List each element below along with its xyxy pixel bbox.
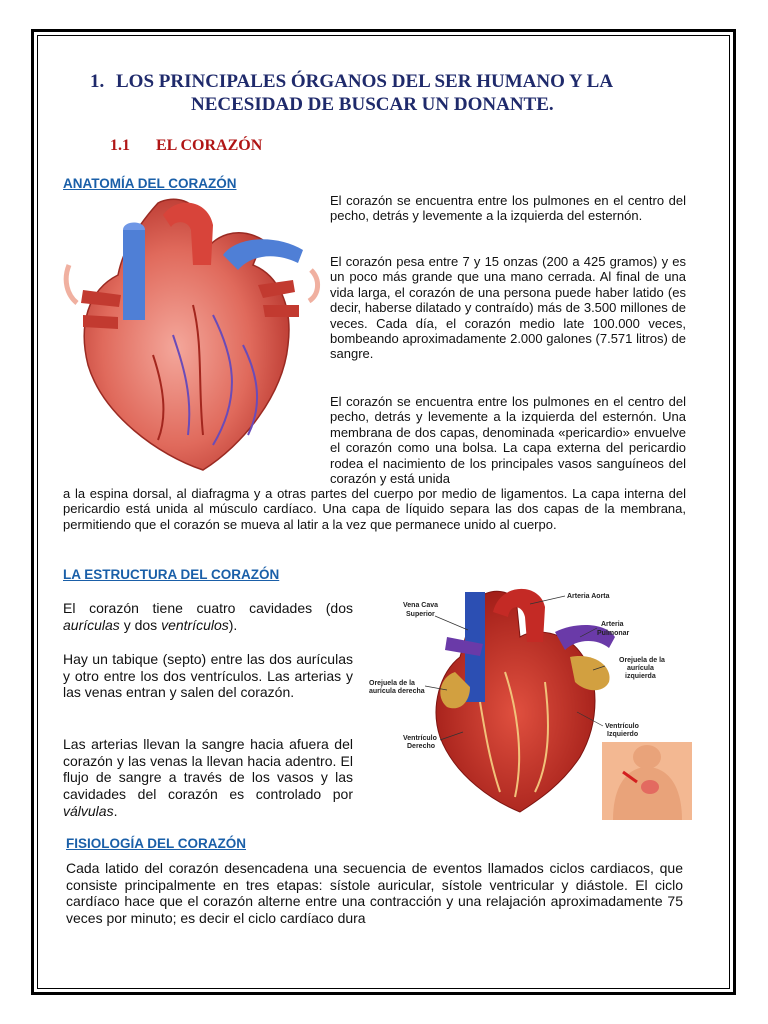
label-vena-cava-1: Vena Cava [403, 602, 439, 609]
label-pulmonar-1: Arteria [601, 621, 624, 628]
heart-anatomy-illustration [63, 195, 325, 477]
section-subtitle [110, 137, 262, 155]
ventriculos-term: ventrículos [161, 616, 229, 633]
estructura-text: ). [228, 616, 238, 633]
heading-fisiologia: FISIOLOGÍA DEL CORAZÓN [66, 836, 247, 851]
valvulas-term: válvulas [63, 802, 114, 819]
label-orejuela-izq-2: aurícula [627, 665, 654, 672]
title-number: 1. [90, 71, 105, 92]
label-ventriculo-der-2: Derecho [407, 743, 436, 750]
heart-structure-diagram [365, 582, 692, 820]
label-ventriculo-izq-2: Izquierdo [607, 731, 639, 738]
estructura-text: y dos [119, 616, 162, 633]
subtitle-text: EL CORAZÓN [156, 137, 263, 154]
anatomia-paragraph-1: El corazón se encuentra entre los pulmones en el centro del pecho, detrás y levemente a la izquierda del esternón. [330, 193, 686, 224]
label-ventriculo-der-1: Ventrículo [403, 735, 437, 742]
anatomia-paragraph-2: El corazón pesa entre 7 y 15 onzas (200 a 425 gramos) y es un poco más grande que una mano cerrada. Al final de una vida larga, el corazón de una persona puede haber latido (es decir, haberse dilatado y contraído) más de 3.500 millones de veces. Cada día, el corazón medio late 100.000 veces, bombeando aproximadamente 2.000 galones (7.571 litros) de sangre. [330, 254, 686, 362]
estructura-text: . [113, 802, 118, 819]
label-orejuela-izq-1: Orejuela de la [619, 657, 665, 664]
page-title [90, 70, 690, 116]
label-orejuela-der-2: aurícula derecha [369, 688, 425, 695]
fisiologia-paragraph-1: Cada latido del corazón desencadena una secuencia de eventos llamados ciclos cardiacos, que consiste principalmente en tres etapas: sístole auricular, sístole ventricular y diástole. El ciclo cardíaco hace que el corazón alterne entre una contracción y una relajación aproximadamente 75 veces por minuto; es decir el ciclo cardíaco dura [66, 860, 683, 927]
label-orejuela-izq-3: izquierda [625, 673, 656, 680]
label-vena-cava-2: Superior [406, 611, 435, 618]
estructura-paragraph-2: Hay un tabique (septo) entre las dos aurículas y otro entre los dos ventrículos. Las arterias y las venas entran y salen del corazón. [63, 651, 353, 701]
heading-estructura: LA ESTRUCTURA DEL CORAZÓN [63, 567, 280, 582]
estructura-text: Las arterias llevan la sangre hacia afuera del corazón y las venas la llevan hacia adentro. El flujo de sangre a través de los vasos y las cavidades del corazón es controlado por [63, 736, 353, 803]
estructura-text: El corazón tiene cuatro cavidades (dos [63, 600, 353, 616]
subtitle-number: 1.1 [110, 137, 130, 154]
anatomia-paragraph-3a: El corazón se encuentra entre los pulmones en el centro del pecho, detrás y levemente a la izquierda del esternón. Una membrana de dos capas, denominada «pericardio» envuelve el corazón como una bolsa. La capa externa del pericardio rodea el nacimiento de los principales vasos sanguíneos del corazón y está unida [330, 394, 686, 487]
label-ventriculo-izq-1: Ventrículo [605, 723, 639, 730]
heading-anatomia: ANATOMÍA DEL CORAZÓN [63, 176, 237, 191]
label-orejuela-der-1: Orejuela de la [369, 680, 415, 687]
anatomia-paragraph-3b: a la espina dorsal, al diafragma y a otras partes del cuerpo por medio de ligamentos. La capa interna del pericardio está unida al músculo cardíaco. Una capa de líquido separa las dos capas de la membrana, permitiendo que el corazón se mueva al latir a la vez que permanece unido al cuerpo. [63, 486, 686, 532]
title-line1: LOS PRINCIPALES ÓRGANOS DEL SER HUMANO Y LA [116, 71, 614, 92]
estructura-paragraph-1 [63, 600, 353, 633]
auriculas-term: aurículas [63, 616, 120, 633]
label-pulmonar-2: Pulmonar [597, 630, 630, 637]
label-aorta: Arteria Aorta [567, 593, 610, 600]
estructura-paragraph-3 [63, 736, 353, 820]
title-line2: NECESIDAD DE BUSCAR UN DONANTE. [191, 94, 554, 115]
